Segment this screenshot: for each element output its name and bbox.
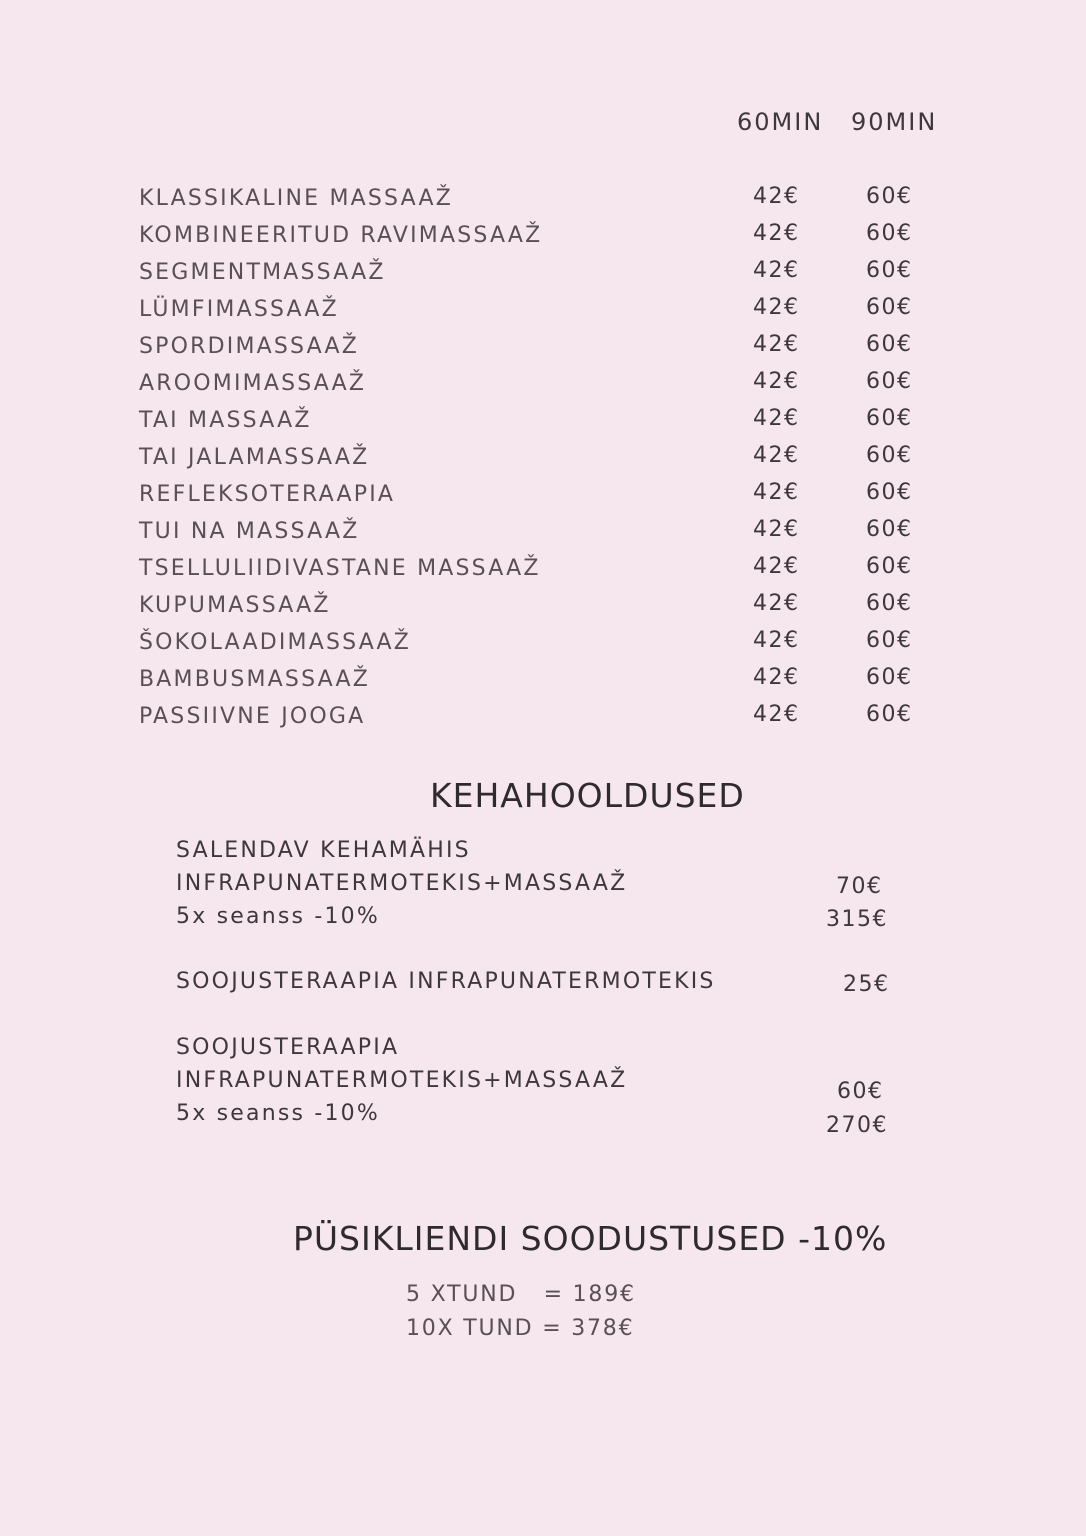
price-90min: 60€ — [866, 665, 913, 690]
price-60min: 42€ — [753, 591, 800, 616]
treatment-item-package-price: 270€ — [826, 1113, 888, 1138]
treatment-item-line: SOOJUSTERAAPIA — [176, 1035, 400, 1060]
treatment-item-price: 70€ — [836, 874, 883, 899]
price-60min: 42€ — [753, 258, 800, 283]
price-60min: 42€ — [753, 517, 800, 542]
massage-row — [0, 223, 1086, 260]
price-60min: 42€ — [753, 702, 800, 727]
price-60min: 42€ — [753, 332, 800, 357]
massage-name: TUI NA MASSAAŽ — [139, 519, 360, 544]
massage-name: REFLEKSOTERAAPIA — [139, 482, 396, 507]
price-90min: 60€ — [866, 258, 913, 283]
treatment-item-package-price: 315€ — [826, 907, 888, 932]
price-60min: 42€ — [753, 665, 800, 690]
price-90min: 60€ — [866, 369, 913, 394]
column-header-90min: 90MIN — [851, 108, 938, 136]
loyalty-offer-5-hours: 5 XTUND = 189€ — [406, 1282, 636, 1307]
massage-row — [0, 593, 1086, 630]
price-90min: 60€ — [866, 184, 913, 209]
massage-row — [0, 445, 1086, 482]
massage-row — [0, 371, 1086, 408]
loyalty-offer-10-hours: 10X TUND = 378€ — [406, 1316, 635, 1341]
massage-name: TAI JALAMASSAAŽ — [139, 445, 370, 470]
price-90min: 60€ — [866, 295, 913, 320]
massage-name: SPORDIMASSAAŽ — [139, 334, 360, 359]
price-90min: 60€ — [866, 628, 913, 653]
price-60min: 42€ — [753, 628, 800, 653]
massage-row — [0, 667, 1086, 704]
massage-name: SEGMENTMASSAAŽ — [139, 260, 386, 285]
column-header-60min: 60MIN — [737, 108, 824, 136]
treatment-item-line: INFRAPUNATERMOTEKIS+MASSAAŽ — [176, 871, 628, 896]
price-90min: 60€ — [866, 554, 913, 579]
price-60min: 42€ — [753, 406, 800, 431]
treatment-item-price: 60€ — [837, 1079, 884, 1104]
treatment-item-package-label: 5x seanss -10% — [176, 904, 380, 929]
treatment-item-price: 25€ — [843, 972, 890, 997]
massage-row — [0, 704, 1086, 741]
massage-name: BAMBUSMASSAAŽ — [139, 667, 371, 692]
price-90min: 60€ — [866, 406, 913, 431]
treatment-item-package-label: 5x seanss -10% — [176, 1101, 380, 1126]
price-90min: 60€ — [866, 221, 913, 246]
massage-row — [0, 186, 1086, 223]
price-90min: 60€ — [866, 702, 913, 727]
price-90min: 60€ — [866, 591, 913, 616]
massage-name: TAI MASSAAŽ — [139, 408, 312, 433]
massage-row — [0, 482, 1086, 519]
massage-row — [0, 519, 1086, 556]
massage-name: KUPUMASSAAŽ — [139, 593, 331, 618]
massage-name: LÜMFIMASSAAŽ — [139, 297, 339, 322]
price-90min: 60€ — [866, 480, 913, 505]
section-title-body-treatments: KEHAHOOLDUSED — [430, 776, 745, 815]
treatment-item-line: SALENDAV KEHAMÄHIS — [176, 838, 471, 863]
massage-name: ŠOKOLAADIMASSAAŽ — [139, 630, 412, 655]
section-title-loyalty-discounts: PÜSIKLIENDI SOODUSTUSED -10% — [293, 1219, 888, 1258]
massage-row — [0, 556, 1086, 593]
price-60min: 42€ — [753, 480, 800, 505]
massage-row — [0, 408, 1086, 445]
massage-row — [0, 297, 1086, 334]
massage-name: KLASSIKALINE MASSAAŽ — [139, 186, 453, 211]
massage-row — [0, 630, 1086, 667]
price-60min: 42€ — [753, 184, 800, 209]
massage-name: TSELLULIIDIVASTANE MASSAAŽ — [139, 556, 541, 581]
massage-row — [0, 260, 1086, 297]
massage-name: AROOMIMASSAAŽ — [139, 371, 367, 396]
price-60min: 42€ — [753, 369, 800, 394]
price-90min: 60€ — [866, 332, 913, 357]
treatment-item-line: INFRAPUNATERMOTEKIS+MASSAAŽ — [176, 1068, 628, 1093]
massage-row — [0, 334, 1086, 371]
price-60min: 42€ — [753, 221, 800, 246]
treatment-item-line: SOOJUSTERAAPIA INFRAPUNATERMOTEKIS — [176, 969, 716, 994]
massage-name: KOMBINEERITUD RAVIMASSAAŽ — [139, 223, 543, 248]
price-90min: 60€ — [866, 517, 913, 542]
price-60min: 42€ — [753, 443, 800, 468]
massage-name: PASSIIVNE JOOGA — [139, 704, 366, 729]
price-60min: 42€ — [753, 554, 800, 579]
price-90min: 60€ — [866, 443, 913, 468]
price-60min: 42€ — [753, 295, 800, 320]
